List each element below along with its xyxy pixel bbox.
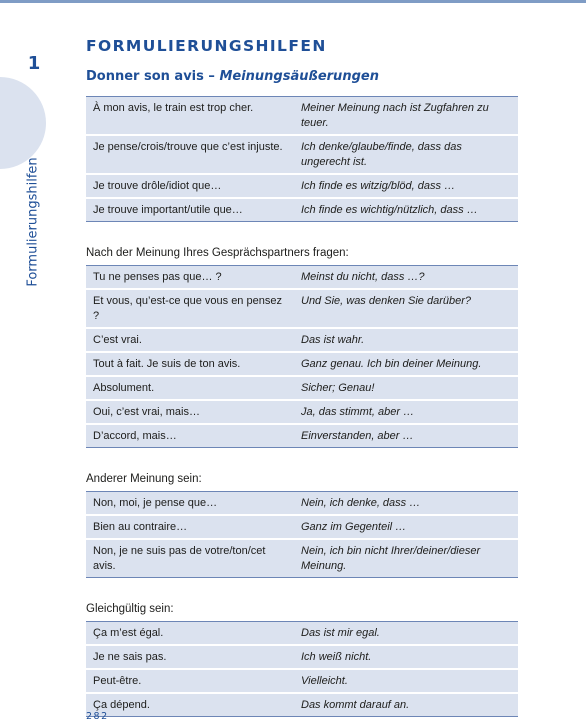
phrase-section — [86, 602, 518, 717]
french-phrase: Ça m’est égal. — [86, 622, 294, 646]
phrase-section — [86, 472, 518, 578]
german-translation: Nein, ich denke, dass … — [294, 492, 518, 516]
phrase-row — [86, 645, 518, 669]
german-translation: Das ist wahr. — [294, 328, 518, 352]
phrase-row — [86, 492, 518, 516]
chapter-tab-circle — [0, 77, 46, 169]
german-translation: Ich weiß nicht. — [294, 645, 518, 669]
page-subtitle — [86, 69, 379, 84]
phrase-row — [86, 198, 518, 222]
phrase-table — [86, 265, 518, 448]
french-phrase: Je trouve important/utile que… — [86, 198, 294, 222]
section-intro: Anderer Meinung sein: — [86, 473, 202, 485]
phrase-row — [86, 515, 518, 539]
phrase-row — [86, 174, 518, 198]
french-phrase: Tu ne penses pas que… ? — [86, 266, 294, 290]
phrase-table — [86, 621, 518, 717]
page-title: FORMULIERUNGSHILFEN — [86, 37, 327, 55]
phrase-row — [86, 622, 518, 646]
subtitle-german: Meinungsäußerungen — [219, 69, 379, 84]
top-rule — [0, 0, 586, 3]
french-phrase: Peut-être. — [86, 669, 294, 693]
phrase-row — [86, 693, 518, 717]
german-translation: Vielleicht. — [294, 669, 518, 693]
subtitle-french: Donner son avis – — [86, 69, 215, 84]
german-translation: Sicher; Genau! — [294, 376, 518, 400]
phrase-row — [86, 424, 518, 448]
phrase-table — [86, 96, 518, 222]
phrase-row — [86, 289, 518, 328]
german-translation: Ich denke/glaube/finde, dass das ungerecht ist. — [294, 135, 518, 174]
phrase-row — [86, 352, 518, 376]
phrase-row — [86, 400, 518, 424]
french-phrase: C’est vrai. — [86, 328, 294, 352]
french-phrase: Je ne sais pas. — [86, 645, 294, 669]
french-phrase: D’accord, mais… — [86, 424, 294, 448]
german-translation: Nein, ich bin nicht Ihrer/deiner/dieser Meinung. — [294, 539, 518, 578]
phrase-content — [86, 96, 518, 717]
german-translation: Ja, das stimmt, aber … — [294, 400, 518, 424]
french-phrase: Je pense/crois/trouve que c’est injuste. — [86, 135, 294, 174]
german-translation: Meinst du nicht, dass …? — [294, 266, 518, 290]
french-phrase: Non, je ne suis pas de votre/ton/cet avis. — [86, 539, 294, 578]
german-translation: Das ist mir egal. — [294, 622, 518, 646]
german-translation: Ganz genau. Ich bin deiner Meinung. — [294, 352, 518, 376]
phrase-row — [86, 97, 518, 136]
phrase-row — [86, 266, 518, 290]
phrase-row — [86, 328, 518, 352]
german-translation: Einverstanden, aber … — [294, 424, 518, 448]
french-phrase: Et vous, qu’est-ce que vous en pensez ? — [86, 289, 294, 328]
french-phrase: Absolument. — [86, 376, 294, 400]
french-phrase: Non, moi, je pense que… — [86, 492, 294, 516]
french-phrase: Oui, c’est vrai, mais… — [86, 400, 294, 424]
phrase-row — [86, 376, 518, 400]
french-phrase: Bien au contraire… — [86, 515, 294, 539]
french-phrase: À mon avis, le train est trop cher. — [86, 97, 294, 136]
section-intro: Nach der Meinung Ihres Gesprächspartners fragen: — [86, 247, 349, 259]
page-number: 282 — [86, 711, 109, 722]
german-translation: Das kommt darauf an. — [294, 693, 518, 717]
german-translation: Und Sie, was denken Sie darüber? — [294, 289, 518, 328]
french-phrase: Je trouve drôle/idiot que… — [86, 174, 294, 198]
side-section-label: Formulierungshilfen — [25, 157, 41, 287]
phrase-section — [86, 246, 518, 448]
chapter-number: 1 — [27, 53, 41, 74]
phrase-row — [86, 539, 518, 578]
phrase-row — [86, 669, 518, 693]
section-intro: Gleichgültig sein: — [86, 603, 174, 615]
german-translation: Ich finde es wichtig/nützlich, dass … — [294, 198, 518, 222]
german-translation: Meiner Meinung nach ist Zugfahren zu teuer. — [294, 97, 518, 136]
phrase-section — [86, 96, 518, 222]
phrase-table — [86, 491, 518, 578]
french-phrase: Tout à fait. Je suis de ton avis. — [86, 352, 294, 376]
german-translation: Ich finde es witzig/blöd, dass … — [294, 174, 518, 198]
german-translation: Ganz im Gegenteil … — [294, 515, 518, 539]
french-phrase: Ça dépend. — [86, 693, 294, 717]
phrase-row — [86, 135, 518, 174]
